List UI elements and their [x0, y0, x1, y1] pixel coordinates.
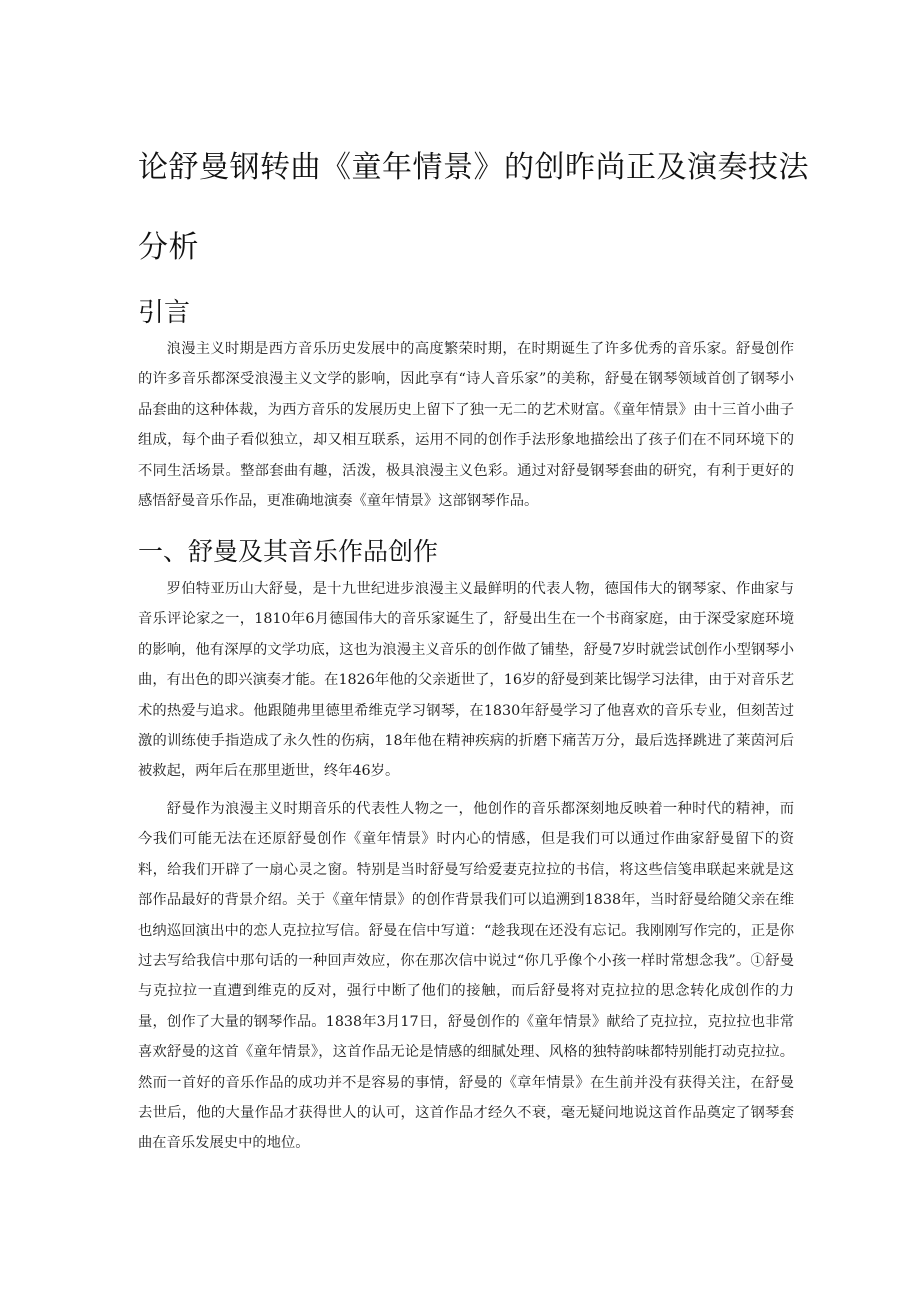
- intro-paragraph: 浪漫主义时期是西方音乐历史发展中的高度繁荣时期，在时期诞生了许多优秀的音乐家。舒曼创作的许多音乐都深受浪漫主义文学的影响，因此享有“诗人音乐家”的美称，舒曼在钢琴领域首创了钢琴小品套曲的这种体裁，为西方音乐的发展历史上留下了独一无二的艺术财富。《童年情景》由十三首小曲子组成，每个曲子看似独立，却又相互联系，运用不同的创作手法形象地描绘出了孩子们在不同环境下的不同生活场景。整部套曲有趣，活泼，极具浪漫主义色彩。通过对舒曼钢琴套曲的研究，有利于更好的感悟舒曼音乐作品，更准确地演奏《童年情景》这部钢琴作品。: [138, 341, 794, 510]
- intro-heading: 引言: [138, 298, 191, 328]
- section-1-paragraph-2: 舒曼作为浪漫主义时期音乐的代表性人物之一，他创作的音乐都深刻地反映着一种时代的精神，而今我们可能无法在还原舒曼创作《童年情景》时内心的情感，但是我们可以通过作曲家舒曼留下的资料，给我们开辟了一扇心灵之窗。特别是当时舒曼写给爱妻克拉拉的书信，将这些信笺串联起来就是这部作品最好的背景介绍。关于《童年情景》的创作背景我们可以追溯到1838年，当时舒曼给随父亲在维也纳巡回演出中的恋人克拉拉写信。舒曼在信中写道：“趁我现在还没有忘记。我刚刚写作完的，正是你过去写给我信中那句话的一种回声效应，你在那次信中说过“你几乎像个小孩一样时常想念我”。①舒曼与克拉拉一直遭到维克的反对，强行中断了他们的接触，而后舒曼将对克拉拉的思念转化成创作的力量，创作了大量的钢琴作品。1838年3月17日，舒曼创作的《童年情景》献给了克拉拉，克拉拉也非常喜欢舒曼的这首《童年情景》，这首作品无论是情感的细腻处理、风格的独特韵味都特别能打动克拉拉。然而一首好的音乐作品的成功并不是容易的事情，舒曼的《章年情景》在生前并没有获得关注，在舒曼去世后，他的大量作品才获得世人的认可，这首作品才经久不衰，毫无疑问地说这首作品奠定了钢琴套曲在音乐发展史中的地位。: [138, 801, 794, 1152]
- section-1-paragraph-1: 罗伯特亚历山大舒曼，是十九世纪进步浪漫主义最鲜明的代表人物，德国伟大的钢琴家、作曲家与音乐评论家之一，1810年6月德国伟大的音乐家诞生了，舒曼出生在一个书商家庭，由于深受家庭环境的影响，他有深厚的文学功底，这也为浪漫主义音乐的创作做了铺垫，舒曼7岁时就尝试创作小型钢琴小曲，有出色的即兴演奏才能。在1826年他的父亲逝世了，16岁的舒曼到莱比锡学习法律，由于对音乐艺术的热爱与追求。他跟随弗里德里希维克学习钢琴，在1830年舒曼学习了他喜欢的音乐专业，但刻苦过激的训练使手指造成了永久性的伤病，18年他在精神疾病的折磨下痛苦万分，最后选择跳进了莱茵河后被救起，两年后在那里逝世，终年46岁。: [138, 581, 794, 780]
- document-title-line-2: 分析: [138, 230, 199, 265]
- document-title-line-1: 论舒曼钢转曲《童年情景》的创昨尚正及演奏技法: [138, 150, 809, 185]
- section-1-heading: 一、舒曼及其音乐作品创作: [138, 537, 439, 566]
